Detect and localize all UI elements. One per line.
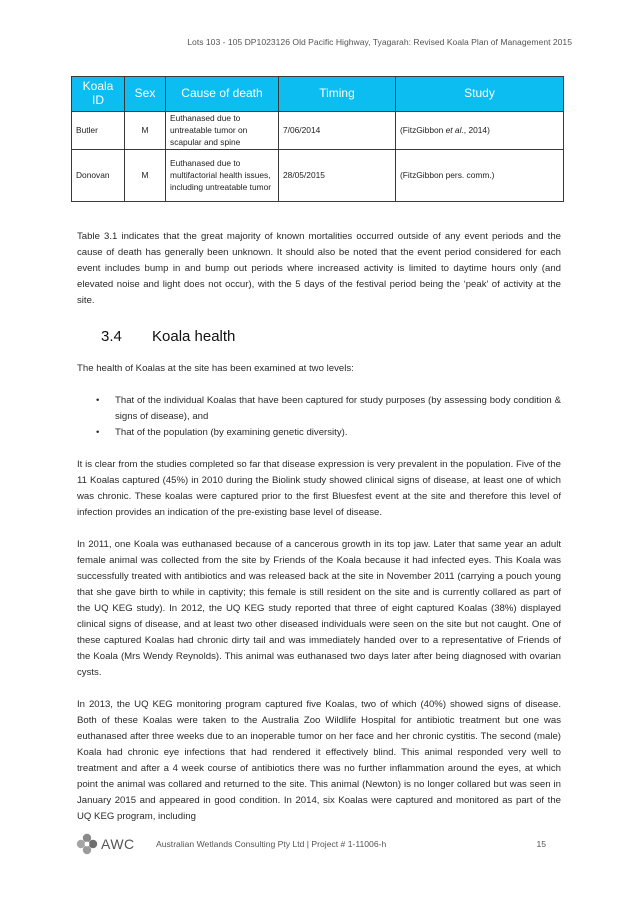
- section-heading: [77, 327, 561, 347]
- koala-mortality-table: [71, 76, 564, 202]
- paragraph: It is clear from the studies completed so far that disease expression is very prevalent in the population. Five of the 11 Koalas captured (45%) in 2010 during the Biolink study showed clinical signs of disease, at least one of which was chronic. These koalas were captured prior to the first Bluesfest event at the site and therefore this level of infection provides an indication of the pre-existing base level of disease.: [77, 459, 561, 518]
- table-row: [72, 112, 564, 150]
- cell-sex: M: [125, 150, 166, 202]
- cell-koala-id: Donovan: [72, 150, 125, 202]
- col-header-timing: Timing: [279, 77, 396, 112]
- paragraph: In 2013, the UQ KEG monitoring program captured five Koalas, two of which (40%) showed signs of disease. Both of these Koalas were taken to the Australia Zoo Wildlife Hospital for antibiotic treatment but one was euthanased after three weeks due to an inoperable tumor on her face and her chronic cystitis. The second (male) Koala had chronic eye infections that had rendered it effectively blind. This animal responded very well to treatment and after a 4 week course of antibiotics there was no further inflammation around the eyes, at which point the animal was collared and returned to the site. This animal (Newton) is no longer collared but was seen in January 2015 and appeared in good condition. In 2014, six Koalas were captured and monitored as part of the UQ KEG program, including: [77, 699, 561, 822]
- study-text: (FitzGibbon: [400, 124, 446, 135]
- page-footer: [76, 829, 562, 859]
- study-suffix: ., 2014): [461, 124, 490, 135]
- cell-timing: 7/06/2014: [279, 112, 396, 150]
- section-title: Koala health: [152, 328, 236, 345]
- page-header: Lots 103 - 105 DP1023126 Old Pacific Highway, Tyagarah: Revised Koala Plan of Management 2015: [187, 37, 572, 47]
- col-header-study: Study: [396, 77, 564, 112]
- logo-text: AWC: [101, 836, 135, 852]
- cell-study: [396, 150, 564, 202]
- awc-logo-icon: [76, 833, 98, 855]
- footer-company: Australian Wetlands Consulting Pty Ltd | Project # 1-11006-h: [156, 839, 387, 849]
- section-number: 3.4: [101, 328, 122, 345]
- cell-timing: 28/05/2015: [279, 150, 396, 202]
- page-number: 15: [536, 839, 546, 849]
- bullet-list: [77, 393, 561, 441]
- col-header-cause: Cause of death: [166, 77, 279, 112]
- body-content: [77, 229, 561, 841]
- col-header-sex: Sex: [125, 77, 166, 112]
- paragraph: In 2011, one Koala was euthanased because of a cancerous growth in its top jaw. Later that same year an adult female animal was collected from the site by Friends of the Koala because it had infected eyes. This Koala was successfully treated with antibiotics and was released back at the site in November 2011 (carrying a pouch young that she gave birth to while in captivity; this female is still resident on the site and is currently collared as part of the UQ KEG study). In 2012, the UQ KEG study reported that three of eight captured Koalas (38%) displayed clinical signs of disease, and at least two other diseased individuals were seen on the site but not caught. One of these captured Koalas had chronic dirty tail and was immediately handed over to a representative of Friends of the Koala (Mrs Wendy Reynolds). This animal was euthanased two days later after being diagnosed with ovarian cysts.: [77, 539, 561, 678]
- awc-logo: [76, 833, 135, 855]
- table-header-row: [72, 77, 564, 112]
- paragraph: Table 3.1 indicates that the great majority of known mortalities occurred outside of any event periods and the cause of death has generally been unknown. It should also be noted that the event period considered for each event includes bump in and bump out periods where increased activity is limited to daytime hours only (and elevated noise and light does not occur), with the 5 days of the festival period being the ‘peak’ of activity at the site.: [77, 231, 561, 306]
- table-row: [72, 150, 564, 202]
- cell-koala-id: Butler: [72, 112, 125, 150]
- cell-study: [396, 112, 564, 150]
- list-item: • That of the population (by examining genetic diversity).: [115, 425, 561, 441]
- study-italic: et al: [445, 124, 462, 135]
- study-text: (FitzGibbon pers. comm.): [400, 169, 495, 180]
- col-header-koala-id: Koala ID: [72, 77, 125, 112]
- paragraph: The health of Koalas at the site has been examined at two levels:: [77, 363, 354, 374]
- cell-cause: Euthanased due to untreatable tumor on scapular and spine: [166, 112, 279, 150]
- cell-sex: M: [125, 112, 166, 150]
- list-item: • That of the individual Koalas that have been captured for study purposes (by assessing body condition & signs of disease), and: [115, 393, 561, 425]
- cell-cause: Euthanased due to multifactorial health issues, including untreatable tumor: [166, 150, 279, 202]
